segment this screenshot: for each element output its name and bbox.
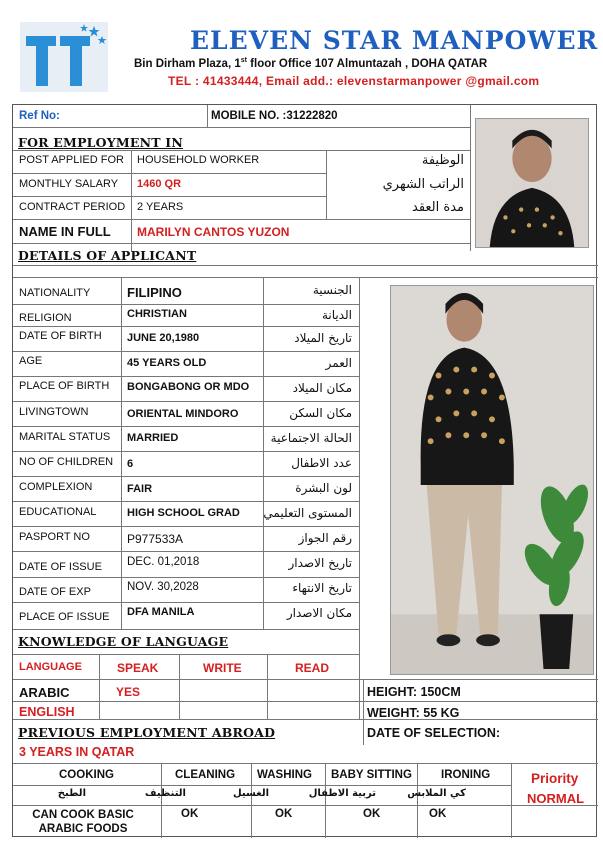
- marital-status-label: MARITAL STATUS: [19, 431, 111, 443]
- skill-baby-sitting-arabic: تربية الاطفال: [308, 788, 376, 799]
- date-of-exp-label: DATE OF EXP: [19, 586, 91, 598]
- no-of-children-arabic: عدد الاطفال: [291, 456, 352, 470]
- date-of-issue-label: DATE OF ISSUE: [19, 561, 102, 573]
- priority-value: NORMAL: [527, 791, 585, 806]
- place-of-issue-value: DFA MANILA: [127, 606, 195, 618]
- complexion-value: FAIR: [127, 483, 153, 495]
- passport-no-arabic: رقم الجواز: [298, 531, 352, 545]
- livingtown-arabic: مكان السكن: [289, 406, 352, 420]
- contract-period-value: 2 YEARS: [137, 201, 184, 213]
- place-of-birth-arabic: مكان الميلاد: [292, 381, 352, 395]
- previous-employment-value: 3 YEARS IN QATAR: [19, 745, 135, 759]
- age-arabic: العمر: [325, 356, 352, 370]
- educational-label: EDUCATIONAL: [19, 506, 97, 518]
- age-label: AGE: [19, 355, 43, 367]
- place-of-birth-label: PLACE OF BIRTH: [19, 380, 110, 392]
- applicant-full-body-photo: [390, 285, 594, 675]
- post-applied-arabic: الوظيفة: [421, 153, 464, 168]
- nationality-value: FILIPINO: [127, 285, 182, 300]
- no-of-children-value: 6: [127, 458, 134, 470]
- skill-baby-sitting-value: OK: [363, 808, 381, 820]
- english-language-name: ENGLISH: [19, 705, 75, 719]
- company-address: Bin Dirham Plaza, 1st floor Office 107 Almuntazah , DOHA QATAR: [134, 57, 488, 70]
- date-of-exp-arabic: تاريخ الانتهاء: [292, 581, 352, 595]
- livingtown-label: LIVINGTOWN: [19, 406, 89, 418]
- contract-period-label: CONTRACT PERIOD: [19, 201, 126, 213]
- application-form: [12, 104, 597, 837]
- company-logo: [20, 22, 108, 92]
- nationality-arabic: الجنسية: [312, 283, 352, 297]
- mobile-no: MOBILE NO. :31222820: [211, 110, 338, 122]
- passport-no-label: PASPORT NO: [19, 531, 90, 543]
- skill-cooking-label: COOKING: [59, 769, 114, 781]
- livingtown-value: ORIENTAL MINDORO: [127, 408, 239, 420]
- company-name: ELEVEN STAR MANPOWER: [190, 26, 599, 55]
- date-of-issue-arabic: تاريخ الاصدار: [288, 556, 352, 570]
- skill-cooking-arabic: الطبخ: [57, 788, 86, 799]
- name-in-full-label: NAME IN FULL: [19, 224, 111, 239]
- date-of-birth-label: DATE OF BIRTH: [19, 330, 102, 342]
- date-of-birth-arabic: تاريخ الميلاد: [294, 331, 352, 345]
- skill-ironing-value: OK: [429, 808, 447, 820]
- speak-col-label: SPEAK: [117, 661, 159, 675]
- skill-cooking-value: CAN COOK BASIC ARABIC FOODS: [32, 809, 134, 835]
- priority-label: Priority: [531, 771, 579, 786]
- skill-cleaning-label: CLEANING: [175, 769, 236, 781]
- no-of-children-label: NO OF CHILDREN: [19, 456, 114, 468]
- monthly-salary-label: MONTHLY SALARY: [19, 178, 119, 190]
- date-of-exp-value: NOV. 30,2028: [127, 581, 199, 593]
- date-of-issue-value: DEC. 01,2018: [127, 556, 200, 568]
- educational-value: HIGH SCHOOL GRAD: [127, 507, 240, 519]
- name-in-full-value: MARILYN CANTOS YUZON: [137, 225, 290, 239]
- monthly-salary-arabic: الراتب الشهري: [382, 177, 464, 192]
- weight-field: WEIGHT: 55 KG: [367, 706, 460, 720]
- place-of-issue-label: PLACE OF ISSUE: [19, 611, 110, 623]
- place-of-issue-arabic: مكان الاصدار: [286, 606, 352, 620]
- previous-employment-title: PREVIOUS EMPLOYMENT ABROAD: [18, 725, 276, 740]
- arabic-speak-value: YES: [116, 685, 141, 699]
- skill-ironing-arabic: كي الملابس: [407, 788, 466, 799]
- skill-cleaning-arabic: التنظيف: [144, 788, 186, 799]
- complexion-label: COMPLEXION: [19, 481, 93, 493]
- complexion-arabic: لون البشرة: [295, 481, 352, 495]
- age-value: 45 YEARS OLD: [127, 357, 207, 369]
- religion-value: CHRISTIAN: [127, 308, 187, 320]
- language-col-label: LANGUAGE: [19, 661, 82, 673]
- marital-status-value: MARRIED: [127, 432, 179, 444]
- height-field: HEIGHT: 150CM: [367, 685, 461, 699]
- religion-arabic: الديانة: [321, 308, 352, 322]
- write-col-label: WRITE: [203, 661, 242, 675]
- skill-washing-label: WASHING: [257, 769, 312, 781]
- monthly-salary-value: 1460 QR: [137, 178, 182, 190]
- read-col-label: READ: [295, 661, 330, 675]
- post-applied-value: HOUSEHOLD WORKER: [137, 154, 260, 166]
- arabic-language-name: ARABIC: [19, 685, 70, 700]
- educational-arabic: المستوى التعليمي: [263, 506, 352, 520]
- contract-period-arabic: مدة العقد: [412, 200, 464, 215]
- skill-cleaning-value: OK: [181, 808, 199, 820]
- passport-no-value: P977533A: [127, 532, 184, 546]
- language-section-title: KNOWLEDGE OF LANGUAGE: [18, 634, 229, 649]
- skill-washing-value: OK: [275, 808, 293, 820]
- details-section-title: DETAILS OF APPLICANT: [18, 248, 197, 263]
- date-of-selection-label: DATE OF SELECTION:: [367, 726, 501, 740]
- religion-label: RELIGION: [19, 312, 72, 324]
- date-of-birth-value: JUNE 20,1980: [127, 332, 200, 344]
- post-applied-label: POST APPLIED FOR: [19, 154, 124, 166]
- skill-washing-arabic: الغسيل: [232, 788, 269, 799]
- applicant-portrait-photo: [475, 118, 589, 248]
- skill-ironing-label: IRONING: [441, 769, 491, 781]
- nationality-label: NATIONALITY: [19, 287, 91, 299]
- company-contact: TEL : 41433444, Email add.: elevenstarmanpower @gmail.com: [168, 74, 540, 88]
- marital-status-arabic: الحالة الاجتماعية: [270, 431, 352, 445]
- ref-no-label: Ref No:: [19, 110, 60, 122]
- skill-baby-sitting-label: BABY SITTING: [331, 769, 412, 781]
- employment-section-title: FOR EMPLOYMENT IN: [18, 135, 183, 150]
- place-of-birth-value: BONGABONG OR MDO: [127, 381, 250, 393]
- letterhead: [0, 0, 603, 104]
